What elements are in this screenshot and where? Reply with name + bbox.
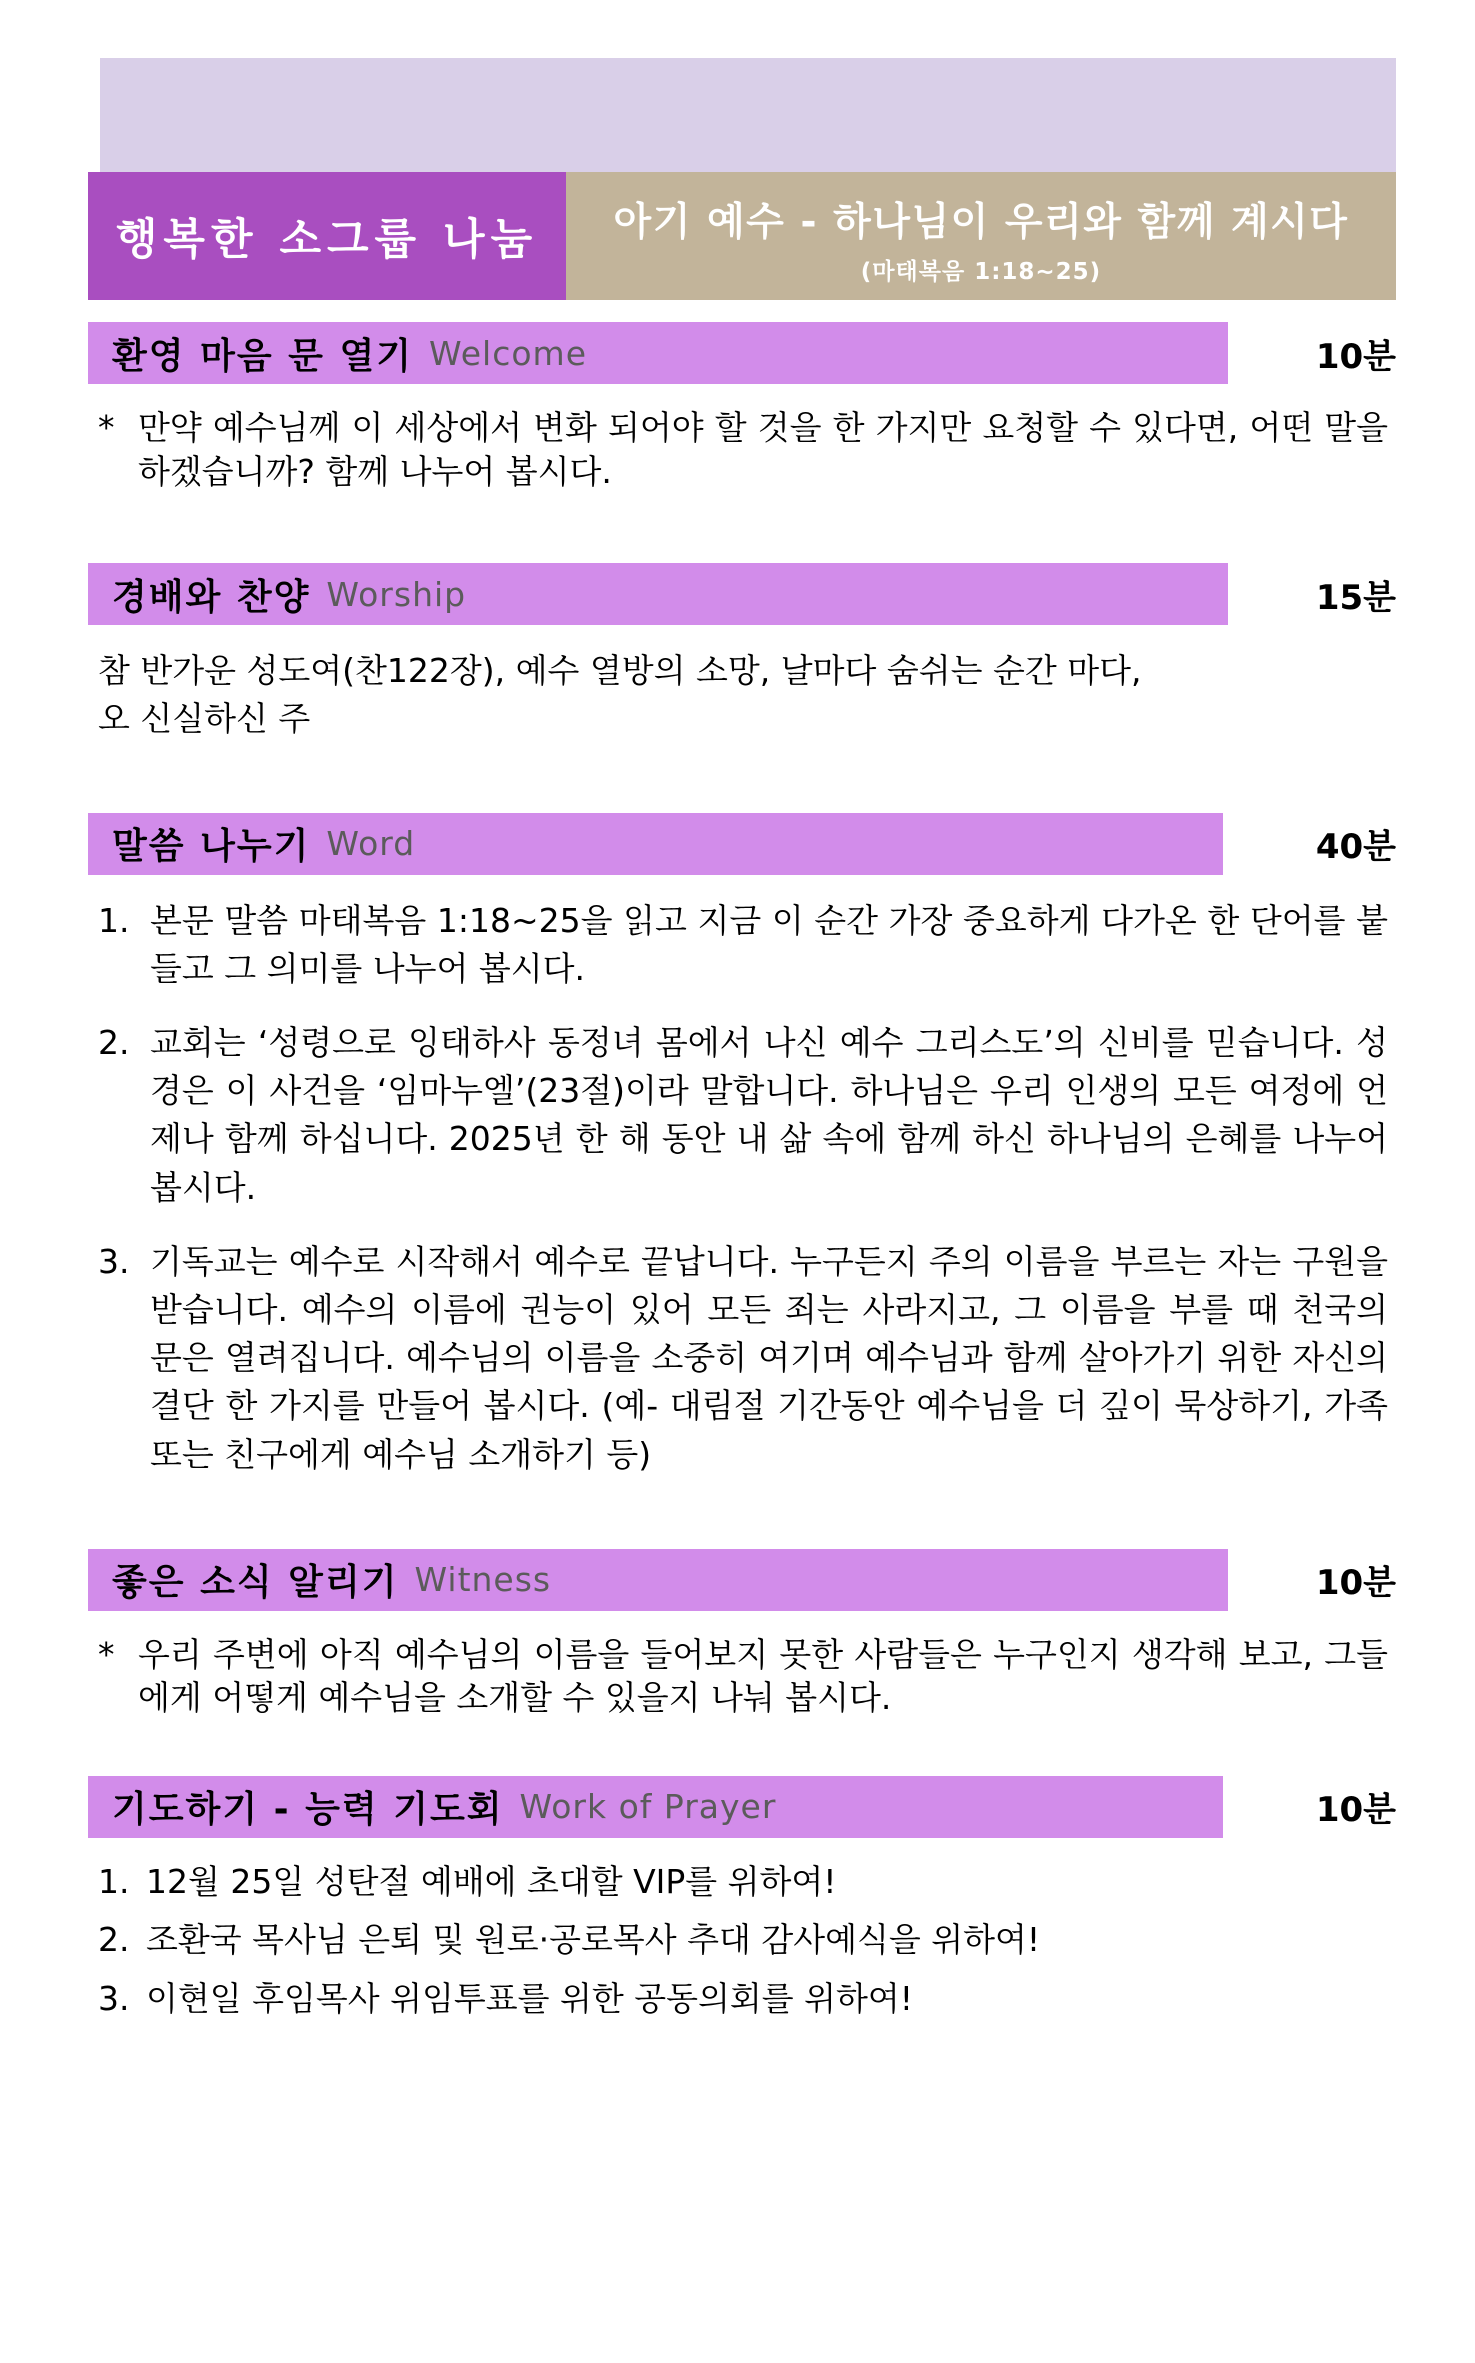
section-witness-header [88, 1549, 1396, 1611]
list-item-number: 1. [98, 900, 130, 940]
spacer [88, 493, 1396, 563]
section-word-title-bar [88, 813, 1223, 875]
list-item-text: 조환국 목사님 은퇴 및 원로·공로목사 추대 감사예식을 위하여! [146, 1920, 1041, 1960]
list-item-text: 본문 말씀 마태복음 1:18~25을 읽고 지금 이 순간 가장 중요하게 다가온 한 단어를 붙들고 그 의미를 나누어 봅시다. [150, 900, 1388, 988]
section-welcome-body [88, 406, 1396, 493]
list-item [98, 1238, 1388, 1479]
list-item-text: 12월 25일 성탄절 예배에 초대할 VIP를 위하여! [146, 1861, 837, 1901]
section-word-duration: 40분 [1315, 827, 1396, 868]
section-worship-title-en: Worship [326, 574, 467, 614]
song-list-line: 참 반가운 성도여(찬122장), 예수 열방의 소망, 날마다 숨쉬는 순간 마다, [98, 651, 1142, 691]
section-welcome-title-ko: 환영 마음 문 열기 [112, 335, 414, 377]
list-item-text: 교회는 ‘성령으로 잉태하사 동정녀 몸에서 나신 예수 그리스도’의 신비를 믿습니다. 성경은 이 사건을 ‘임마누엘’(23절)이라 말합니다. 하나님은 우리 인생의 모든 여정에 언제나 함께 하십니다. 2025년 한 해 동안 내 삶 속에 함께 하신 하나님의 은혜를 나누어 봅시다. [150, 1023, 1388, 1207]
spacer [88, 1720, 1396, 1776]
section-welcome [88, 322, 1396, 493]
section-word-title-en: Word [326, 824, 416, 864]
list-item-text: 기독교는 예수로 시작해서 예수로 끝납니다. 누구든지 주의 이름을 부르는 자는 구원을 받습니다. 예수의 이름에 권능이 있어 모든 죄는 사라지고, 그 이름을 부를 때 천국의 문은 열려집니다. 예수님의 이름을 소중히 여기며 예수님과 함께 살아가기 위한 자신의 결단 한 가지를 만들어 봅시다. (예- 대림절 기간동안 예수님을 더 깊이 묵상하기, 가족 또는 친구에게 예수님 소개하기 등) [150, 1241, 1388, 1474]
list-item [98, 1019, 1388, 1212]
section-welcome-duration: 10분 [1315, 336, 1396, 377]
masthead-title-block [566, 172, 1396, 300]
section-witness-title-ko: 좋은 소식 알리기 [112, 1562, 399, 1604]
section-welcome-question: 만약 예수님께 이 세상에서 변화 되어야 할 것을 한 가지만 요청할 수 있다면, 어떤 말을 하겠습니까? 함께 나누어 봅시다. [138, 408, 1388, 491]
list-item-number: 2. [98, 1920, 130, 1960]
section-worship-body [88, 647, 1396, 743]
spacer [88, 743, 1396, 813]
section-witness-question: 우리 주변에 아직 예수님의 이름을 들어보지 못한 사람들은 누구인지 생각해 보고, 그들에게 어떻게 예수님을 소개할 수 있을지 나눠 봅시다. [138, 1634, 1388, 1718]
list-item-number: 2. [98, 1023, 130, 1063]
list-item [98, 1918, 1388, 1963]
section-prayer [88, 1776, 1396, 2022]
section-prayer-title-bar [88, 1776, 1223, 1838]
section-witness-duration: 10분 [1315, 1563, 1396, 1604]
section-welcome-title-en: Welcome [429, 333, 587, 373]
list-item [98, 1633, 1388, 1720]
list-item [98, 406, 1388, 493]
list-item-number: 3. [98, 1978, 130, 2018]
masthead-scripture-reference: (마태복음 1:18~25) [860, 258, 1102, 285]
section-prayer-title-ko: 기도하기 - 능력 기도회 [112, 1789, 504, 1831]
section-worship [88, 563, 1396, 743]
section-worship-title-bar [88, 563, 1228, 625]
spacer [88, 1479, 1396, 1549]
section-witness-title-bar [88, 1549, 1228, 1611]
section-worship-header [88, 563, 1396, 625]
song-list-line: 오 신실하신 주 [98, 698, 311, 738]
section-prayer-body [88, 1860, 1396, 2022]
section-word-header [88, 813, 1396, 875]
section-witness [88, 1549, 1396, 1720]
section-word-title-ko: 말씀 나누기 [112, 826, 311, 868]
list-item-text: 이현일 후임목사 위임투표를 위한 공동의회를 위하여! [146, 1978, 913, 2018]
star-bullet-icon: * [98, 408, 115, 447]
star-bullet-icon: * [98, 1634, 115, 1674]
section-prayer-duration: 10분 [1315, 1790, 1396, 1831]
masthead-brand-label: 행복한 소그룹 나눔 [115, 214, 539, 265]
section-witness-title-en: Witness [414, 1560, 552, 1600]
decorative-top-band [100, 58, 1396, 176]
masthead-title: 아기 예수 - 하나님이 우리와 함께 계시다 [613, 199, 1349, 245]
document-body [88, 322, 1396, 2035]
masthead [88, 172, 1396, 300]
section-prayer-title-en: Work of Prayer [519, 1787, 777, 1827]
section-worship-duration: 15분 [1315, 577, 1396, 618]
section-prayer-header [88, 1776, 1396, 1838]
section-welcome-header [88, 322, 1396, 384]
masthead-brand-block [88, 172, 566, 300]
list-item-number: 3. [98, 1241, 130, 1281]
list-item [98, 897, 1388, 993]
section-witness-body [88, 1633, 1396, 1720]
section-word [88, 813, 1396, 1479]
list-item [98, 1977, 1388, 2022]
list-item-number: 1. [98, 1861, 130, 1901]
section-worship-title-ko: 경배와 찬양 [112, 576, 311, 618]
list-item [98, 1860, 1388, 1905]
section-welcome-title-bar [88, 322, 1228, 384]
section-word-body [88, 897, 1396, 1479]
